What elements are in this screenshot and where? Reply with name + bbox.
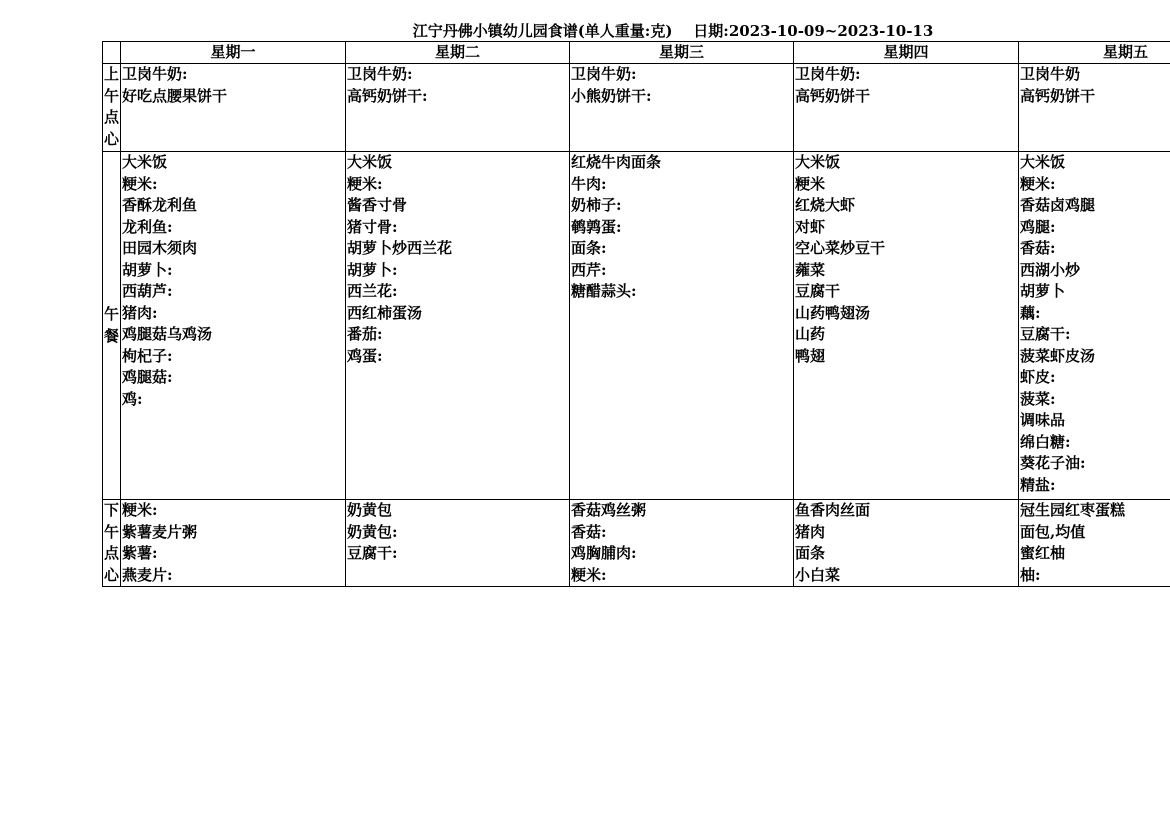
corner-cell <box>103 42 121 64</box>
menu-item: 胡萝卜炒西兰花 <box>347 239 453 257</box>
meal-label: 上午点心 <box>103 64 121 152</box>
menu-cell-mon <box>121 500 346 587</box>
menu-item: 卫岗牛奶: <box>122 65 188 83</box>
menu-item: 胡萝卜 <box>1020 282 1066 300</box>
menu-item: 蕹菜 <box>795 260 826 279</box>
menu-item: 调味品 <box>1020 411 1066 429</box>
menu-cell-wed <box>570 152 794 500</box>
menu-item: 山药鸭翅汤 <box>795 303 871 322</box>
menu-item: 好吃点腰果饼干 <box>122 86 228 105</box>
menu-cell-wed <box>570 64 794 152</box>
menu-item: 香菇鸡丝粥 <box>571 501 647 519</box>
menu-item: 糖醋蒜头: <box>571 282 637 300</box>
day-header-mon: 星期一 <box>121 42 346 64</box>
menu-item: 胡萝卜: <box>347 260 398 279</box>
afternoon-snack-row <box>103 500 1170 587</box>
menu-item: 面包,均值 <box>1020 522 1086 541</box>
menu-cell-wed <box>570 500 794 587</box>
menu-item: 鸭翅 <box>795 346 826 365</box>
menu-item: 豆腐干: <box>347 544 398 562</box>
menu-item: 猪寸骨: <box>347 217 398 236</box>
day-header-thu: 星期四 <box>794 42 1019 64</box>
menu-item: 西红柿蛋汤 <box>347 303 423 322</box>
menu-item: 山药 <box>795 325 826 343</box>
menu-item: 紫薯麦片粥 <box>122 522 198 541</box>
menu-item: 对虾 <box>795 217 826 236</box>
menu-item: 绵白糖: <box>1020 432 1071 451</box>
menu-item: 西葫芦: <box>122 282 173 300</box>
menu-item: 田园木须肉 <box>122 239 198 257</box>
menu-item: 红烧大虾 <box>795 196 856 214</box>
menu-item: 高钙奶饼干 <box>1020 86 1096 105</box>
menu-item: 香酥龙利鱼 <box>122 196 198 214</box>
menu-item: 卫岗牛奶: <box>795 65 861 83</box>
menu-item: 鸡胸脯肉: <box>571 544 637 562</box>
menu-item: 酱香寸骨 <box>347 196 408 214</box>
menu-item: 西兰花: <box>347 282 398 300</box>
menu-item: 冠生园红枣蛋糕 <box>1020 501 1126 519</box>
menu-item: 蜜红柚 <box>1020 544 1066 562</box>
menu-item: 面条 <box>795 544 826 562</box>
meal-label: 午餐 <box>103 152 121 500</box>
day-header-wed: 星期三 <box>570 42 794 64</box>
menu-item: 高钙奶饼干: <box>347 86 428 105</box>
meal-label: 下午点心 <box>103 500 121 587</box>
menu-item: 香菇卤鸡腿 <box>1020 196 1096 214</box>
menu-item: 胡萝卜: <box>122 260 173 279</box>
menu-item: 高钙奶饼干 <box>795 86 871 105</box>
menu-item: 枸杞子: <box>122 346 173 365</box>
menu-item: 卫岗牛奶: <box>347 65 413 83</box>
menu-table <box>102 41 1170 587</box>
menu-item: 粳米: <box>347 174 383 193</box>
menu-cell-thu <box>794 500 1019 587</box>
menu-item: 鸡腿菇: <box>122 368 173 386</box>
menu-item: 大米饭 <box>347 153 393 171</box>
menu-cell-fri <box>1019 500 1170 587</box>
menu-item: 鹌鹑蛋: <box>571 217 622 236</box>
menu-item: 鸡蛋: <box>347 346 383 365</box>
menu-cell-thu <box>794 64 1019 152</box>
menu-item: 豆腐干: <box>1020 325 1071 343</box>
menu-item: 卫岗牛奶: <box>571 65 637 83</box>
menu-item: 豆腐干 <box>795 282 841 300</box>
menu-item: 粳米 <box>795 174 826 193</box>
menu-item: 鱼香肉丝面 <box>795 501 871 519</box>
menu-item: 鸡腿菇乌鸡汤 <box>122 325 213 343</box>
menu-item: 大米饭 <box>795 153 841 171</box>
menu-item: 猪肉: <box>122 303 158 322</box>
lunch-row <box>103 152 1170 500</box>
menu-cell-mon <box>121 64 346 152</box>
menu-cell-mon <box>121 152 346 500</box>
menu-item: 面条: <box>571 239 607 257</box>
menu-cell-fri <box>1019 152 1170 500</box>
menu-cell-fri <box>1019 64 1170 152</box>
menu-item: 粳米: <box>1020 174 1056 193</box>
menu-item: 燕麦片: <box>122 565 173 584</box>
menu-cell-tue <box>346 152 570 500</box>
menu-item: 粳米: <box>122 501 158 519</box>
menu-item: 空心菜炒豆干 <box>795 239 886 257</box>
menu-item: 紫薯: <box>122 544 158 562</box>
menu-item: 番茄: <box>347 325 383 343</box>
menu-item: 鸡腿: <box>1020 217 1056 236</box>
menu-item: 粳米: <box>571 565 607 584</box>
menu-item: 菠菜: <box>1020 389 1056 408</box>
menu-item: 奶柿子: <box>571 196 622 214</box>
header-row <box>103 42 1170 64</box>
menu-item: 卫岗牛奶 <box>1020 65 1081 83</box>
page-title: 江宁丹佛小镇幼儿园食谱(单人重量:克) 日期:2023-10-09~2023-10-13 <box>412 22 934 40</box>
menu-cell-tue <box>346 64 570 152</box>
menu-item: 葵花子油: <box>1020 454 1086 472</box>
day-header-tue: 星期二 <box>346 42 570 64</box>
menu-item: 虾皮: <box>1020 368 1056 386</box>
menu-item: 藕: <box>1020 303 1041 322</box>
menu-item: 柚: <box>1020 565 1041 584</box>
menu-item: 龙利鱼: <box>122 217 173 236</box>
menu-item: 西芹: <box>571 260 607 279</box>
menu-item: 精盐: <box>1020 475 1056 494</box>
menu-cell-thu <box>794 152 1019 500</box>
menu-item: 红烧牛肉面条 <box>571 153 662 171</box>
menu-item: 牛肉: <box>571 174 607 193</box>
menu-item: 大米饭 <box>122 153 168 171</box>
menu-item: 香菇: <box>1020 239 1056 257</box>
menu-cell-tue <box>346 500 570 587</box>
menu-item: 鸡: <box>122 389 143 408</box>
morning-snack-row <box>103 64 1170 152</box>
menu-item: 香菇: <box>571 522 607 541</box>
menu-item: 奶黄包: <box>347 522 398 541</box>
menu-item: 西湖小炒 <box>1020 260 1081 279</box>
menu-item: 奶黄包 <box>347 501 393 519</box>
menu-item: 小熊奶饼干: <box>571 86 652 105</box>
menu-item: 粳米: <box>122 174 158 193</box>
menu-item: 小白菜 <box>795 565 841 584</box>
menu-item: 猪肉 <box>795 522 826 541</box>
menu-item: 菠菜虾皮汤 <box>1020 346 1096 365</box>
menu-item: 大米饭 <box>1020 153 1066 171</box>
day-header-fri: 星期五 <box>1019 42 1170 64</box>
